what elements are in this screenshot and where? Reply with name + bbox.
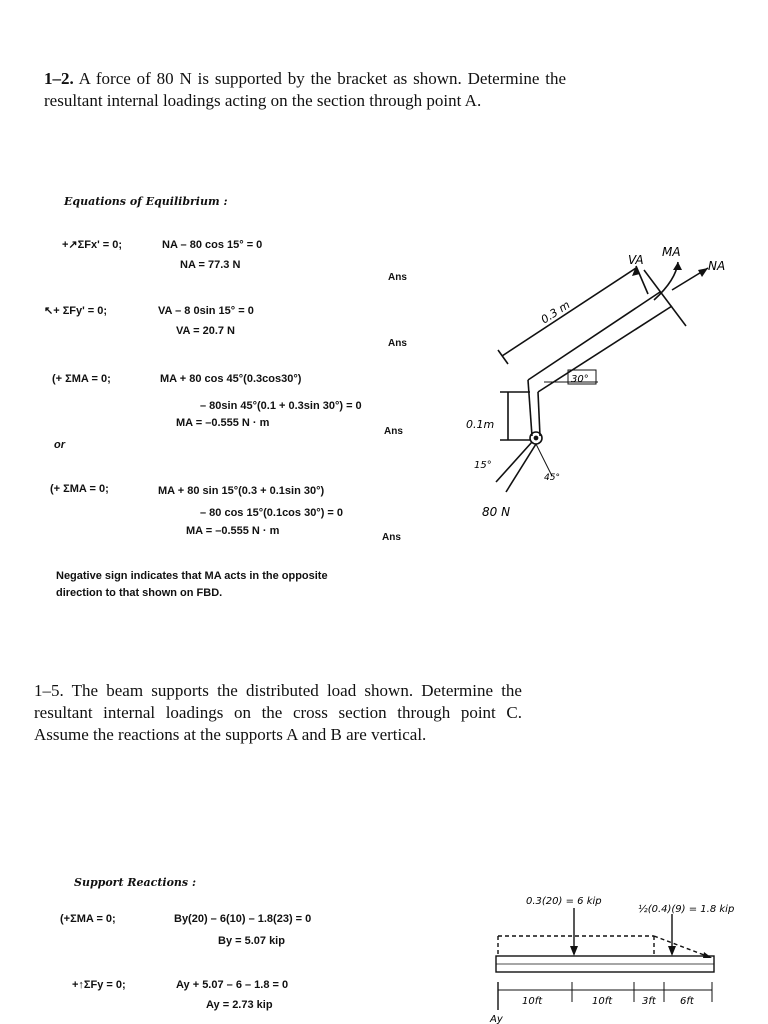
eq4-line1: MA + 80 sin 15°(0.3 + 0.1sin 30°): [158, 485, 325, 497]
problem-text: The beam supports the distributed load shown. Determine the resultant internal loadings on the cross section through point C. Assume the reactions at the supports A and B are vertical.: [34, 681, 522, 744]
support-reactions-heading: Support Reactions :: [74, 876, 197, 889]
label-na: NA: [708, 259, 726, 273]
eq1-line1: NA – 80 cos 15° = 0: [162, 239, 263, 251]
eq2-ans: Ans: [388, 338, 407, 349]
eq1-line2: NA = 77.3 N: [180, 259, 241, 271]
load-triangle-dashed: [654, 936, 712, 958]
p15-eq1-line1: By(20) – 6(10) – 1.8(23) = 0: [174, 913, 312, 925]
ref-45-line: [536, 444, 552, 476]
eq4-ans: Ans: [382, 532, 401, 543]
note-line2: direction to that shown on FBD.: [56, 587, 223, 599]
problem-1-2-statement: [44, 68, 566, 112]
bracket-stub-left: [528, 380, 532, 436]
arrowhead-18kip: [668, 946, 676, 956]
p15-eq2-line1: Ay + 5.07 – 6 – 1.8 = 0: [176, 979, 289, 991]
arrowhead-6kip: [570, 946, 578, 956]
label-15deg: 15°: [474, 460, 492, 471]
p15-eq1-line2: By = 5.07 kip: [218, 935, 285, 947]
eq4-label: (+ ΣMA = 0;: [50, 483, 109, 495]
problem-number: 1–2.: [44, 69, 74, 88]
eq3-line1: MA + 80 cos 45°(0.3cos30°): [160, 373, 302, 385]
label-dim3: 3ft: [642, 996, 656, 1007]
label-6kip: 0.3(20) = 6 kip: [526, 896, 602, 907]
eq3-line2: – 80sin 45°(0.1 + 0.3sin 30°) = 0: [200, 400, 362, 412]
eq1-label: +↗ΣFx' = 0;: [62, 239, 123, 251]
label-ma: MA: [662, 245, 681, 259]
eq2-line2: VA = 20.7 N: [176, 325, 236, 337]
label-30deg: 30°: [571, 374, 589, 385]
eq4-line2: – 80 cos 15°(0.1cos 30°) = 0: [200, 507, 344, 519]
label-18kip: ½(0.4)(9) = 1.8 kip: [638, 904, 735, 915]
beam-figure: [486, 886, 762, 1024]
equilibrium-heading: Equations of Equilibrium :: [64, 195, 228, 208]
eq4-line3: MA = –0.555 N · m: [186, 525, 280, 537]
label-03m: 0.3 m: [538, 298, 573, 327]
note-line1: Negative sign indicates that MA acts in the opposite: [56, 570, 328, 582]
na-arrowhead: [698, 268, 708, 277]
label-va: VA: [628, 253, 644, 267]
or-text: or: [54, 439, 65, 451]
eq3-ans: Ans: [384, 426, 403, 437]
negative-sign-note: [56, 568, 328, 602]
label-ay: Ay: [490, 1014, 503, 1024]
p15-eq2-label: +↑ΣFy = 0;: [72, 979, 126, 991]
label-dim2: 10ft: [592, 996, 613, 1007]
label-dim4: 6ft: [680, 996, 694, 1007]
label-45deg: 45°: [544, 473, 560, 483]
eq3-label: (+ ΣMA = 0;: [52, 373, 111, 385]
ma-arrowhead: [673, 262, 682, 270]
eq3-line3: MA = –0.555 N · m: [176, 417, 270, 429]
p15-eq2-line2: Ay = 2.73 kip: [206, 999, 273, 1011]
p15-eq1-label: (+ΣMA = 0;: [60, 913, 116, 925]
problem-text: A force of 80 N is supported by the bracket as shown. Determine the resultant internal loadings acting on the section through point A.: [44, 69, 566, 110]
eq2-label: ↖+ ΣFy' = 0;: [44, 305, 108, 317]
force-80n-line2: [506, 444, 536, 492]
label-01m: 0.1m: [466, 418, 495, 431]
label-dim1: 10ft: [522, 996, 543, 1007]
arrowhead-triangle-end: [703, 952, 712, 958]
eq2-line1: VA – 8 0sin 15° = 0: [158, 305, 254, 317]
problem-1-5-statement: [34, 680, 522, 746]
label-80n: 80 N: [482, 505, 511, 519]
bracket-arm-top: [528, 292, 660, 380]
problem-number: 1–5.: [34, 681, 64, 700]
bracket-fbd-figure: [440, 240, 760, 530]
bracket-stub-right: [538, 392, 540, 436]
eq1-ans: Ans: [388, 272, 407, 283]
force-80n-line: [496, 442, 532, 482]
pin-dot: [534, 436, 537, 439]
